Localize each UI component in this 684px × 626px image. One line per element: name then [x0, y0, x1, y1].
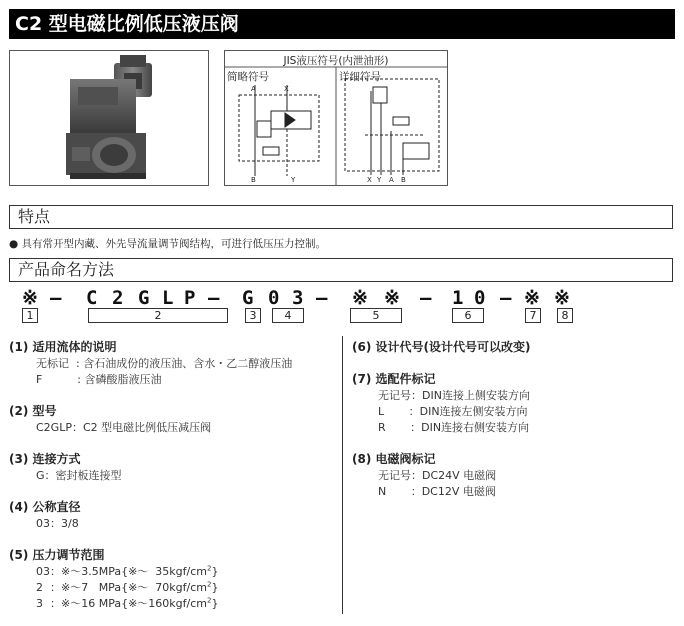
code-char: 0: [474, 287, 486, 309]
code-char: —: [208, 287, 220, 309]
jis-detail-port-x: X: [367, 176, 372, 184]
code-char: G: [138, 287, 150, 309]
item-4-heading: (4) 公称直径: [9, 500, 81, 514]
jis-detail-label: 详细符号: [339, 71, 381, 83]
code-char: ※: [22, 287, 38, 309]
jis-title: JIS液压符号(内泄油形): [283, 55, 389, 67]
code-char: P: [184, 287, 196, 309]
feature-text: ● 具有常开型内藏、外先导流量调节阀结构，可进行低压压力控制。: [9, 238, 326, 250]
item-5-line-3: 3 ：※～16 $MPa\{※\sim 160kgf/cm^2\}$: [36, 596, 219, 610]
item-1-line-2: F : 含磷酸脂液压油: [36, 373, 162, 386]
column-divider: [342, 336, 343, 614]
code-box-5: 5: [350, 308, 402, 323]
product-photo-frame: [9, 50, 209, 186]
item-6-heading: (6) 设计代号(设计代号可以改变): [352, 340, 531, 354]
section-features: 特点: [9, 205, 673, 229]
code-char: —: [50, 287, 62, 309]
jis-symbol-box: [224, 50, 448, 186]
code-char: ※: [384, 287, 400, 309]
jis-simple-port-a: A: [251, 85, 256, 93]
code-box-4: 4: [272, 308, 304, 323]
code-box-8: 8: [557, 308, 573, 323]
jis-simple-port-x: X: [284, 85, 289, 93]
item-5-line-1: 03：※～3.5MPa{※～ $35kgf/cm^2$}: [36, 564, 219, 578]
jis-simple-port-b: B: [251, 176, 256, 184]
jis-simple-port-y: Y: [291, 176, 296, 184]
code-char: 3: [292, 287, 304, 309]
item-7-heading: (7) 选配件标记: [352, 372, 436, 386]
item-7-line-2: L ：DIN连接左侧安装方向: [378, 405, 528, 418]
item-1-heading: (1) 适用流体的说明: [9, 340, 117, 354]
jis-detail-port-y: Y: [377, 176, 382, 184]
code-char: ※: [352, 287, 368, 309]
item-4-line-1: 03：3/8: [36, 517, 79, 530]
item-2-heading: (2) 型号: [9, 404, 57, 418]
code-char: —: [420, 287, 432, 309]
code-box-1: 1: [22, 308, 38, 323]
code-char: ※: [524, 287, 540, 309]
code-box-3: 3: [245, 308, 261, 323]
code-box-6: 6: [452, 308, 484, 323]
jis-detail-port-a: A: [389, 176, 394, 184]
valve-photo: [10, 51, 208, 185]
code-char: L: [162, 287, 174, 309]
jis-simple-label: 简略符号: [227, 71, 269, 83]
code-box-7: 7: [525, 308, 541, 323]
item-3-heading: (3) 连接方式: [9, 452, 81, 466]
code-box-2: 2: [88, 308, 228, 323]
item-1-line-1: 无标记 : 含石油成份的液压油、含水・乙二醇液压油: [36, 357, 293, 370]
item-8-line-1: 无记号：DC24V 电磁阀: [378, 469, 497, 482]
page-title: C2 型电磁比例低压液压阀: [9, 9, 675, 39]
section-naming: 产品命名方法: [9, 258, 673, 282]
jis-detail-port-b: B: [401, 176, 406, 184]
item-8-heading: (8) 电磁阀标记: [352, 452, 436, 466]
item-7-line-1: 无记号：DIN连接上侧安装方向: [378, 389, 530, 402]
item-5-line-2: 2 ：※～7 MPa{※～ $70kgf/cm^2$}: [36, 580, 219, 594]
item-2-line-1: C2GLP：C2 型电磁比例低压减压阀: [36, 421, 212, 434]
code-char: 1: [452, 287, 464, 309]
code-char: ※: [554, 287, 570, 309]
item-3-line-1: G：密封板连接型: [36, 469, 122, 482]
item-5-heading: (5) 压力调节范围: [9, 548, 105, 562]
code-char: C: [86, 287, 98, 309]
code-char: —: [316, 287, 328, 309]
item-7-line-3: R ：DIN连接右侧安装方向: [378, 421, 530, 434]
code-char: —: [500, 287, 512, 309]
code-char: 2: [112, 287, 124, 309]
item-8-line-2: N ：DC12V 电磁阀: [378, 485, 496, 498]
code-char: 0: [268, 287, 280, 309]
code-char: G: [242, 287, 254, 309]
